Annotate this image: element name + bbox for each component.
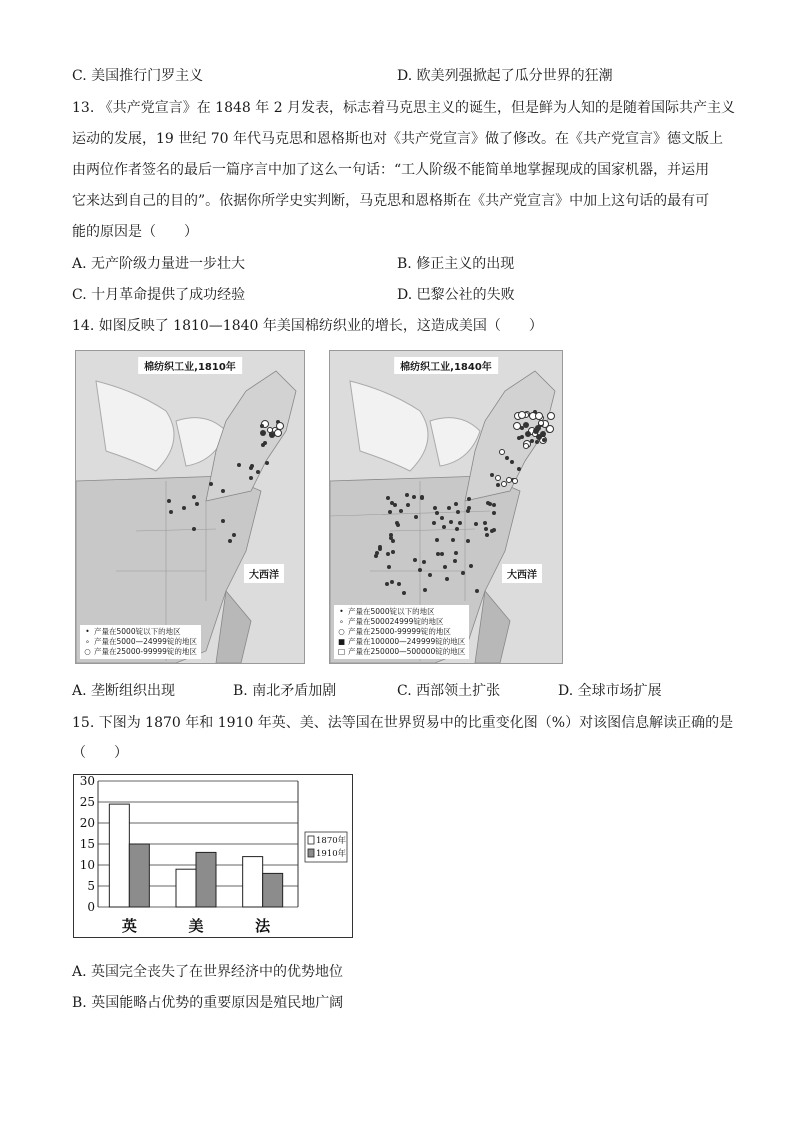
production-dot xyxy=(423,588,427,592)
production-dot xyxy=(488,502,492,506)
legend-circle-small-icon: ∘ xyxy=(85,637,90,646)
bar-1870 xyxy=(243,857,263,907)
production-dot xyxy=(510,460,514,464)
trade-share-chart xyxy=(73,774,353,938)
q13-stem-line-1: 13. 《共产党宣言》在 1848 年 2 月发表，标志着马克思主义的诞生，但是鲜为人知的是随着国际共产主义 xyxy=(72,100,736,116)
trade-share-chart-svg xyxy=(73,774,353,938)
production-dot xyxy=(506,477,512,483)
production-dot xyxy=(466,509,470,513)
legend-circle-large-icon: ○ xyxy=(84,647,91,656)
y-tick-label: 5 xyxy=(87,879,95,893)
production-dot xyxy=(386,496,390,500)
bar-1870 xyxy=(109,804,129,907)
q14-option-a: A. 垄断组织出现 xyxy=(72,683,176,699)
map-1810-drawing xyxy=(76,351,304,663)
map-1810 xyxy=(75,350,305,664)
legend-filled-square-icon: ■ xyxy=(338,637,346,646)
q13-option-a: A. 无产阶级力量进一步壮大 xyxy=(72,256,246,272)
production-dot xyxy=(420,495,424,499)
bar-1910 xyxy=(263,873,283,907)
q15-stem-line-2: （ ） xyxy=(72,745,128,761)
production-dot xyxy=(454,502,458,506)
map-1810-ocean-label: 大西洋 xyxy=(244,564,284,583)
q13-stem-line-5: 能的原因是（ ） xyxy=(72,224,198,240)
y-tick-label: 25 xyxy=(79,795,95,809)
production-dot xyxy=(535,412,543,420)
production-dot xyxy=(466,539,470,543)
legend-circle-small-icon: ∘ xyxy=(339,617,344,626)
map-1810-title: 棉纺织工业,1810年 xyxy=(138,357,242,374)
production-dot xyxy=(265,461,269,465)
y-tick-label: 0 xyxy=(87,900,95,914)
production-dot xyxy=(263,441,267,445)
production-dot xyxy=(228,539,232,543)
production-dot xyxy=(418,568,422,572)
production-dot xyxy=(492,511,496,515)
q14-option-d: D. 全球市场扩展 xyxy=(558,683,662,699)
production-dot xyxy=(232,533,236,537)
production-dot xyxy=(443,565,447,569)
production-dot xyxy=(451,538,455,542)
legend-swatch xyxy=(308,849,314,857)
q13-option-b: B. 修正主义的出现 xyxy=(397,256,515,272)
q13-stem-line-3: 由两位作者签名的最后一篇序言中加了这么一句话：“工人阶级不能简单地掌握现成的国家机器，并运用 xyxy=(72,162,710,178)
production-dot xyxy=(386,552,390,556)
production-dot xyxy=(442,525,446,529)
production-dot xyxy=(433,506,437,510)
production-dot xyxy=(182,506,186,510)
production-dot xyxy=(469,564,473,568)
legend-dot-small-icon: • xyxy=(85,627,90,636)
map-1840 xyxy=(329,350,563,664)
bar-1870 xyxy=(176,869,196,907)
legend-swatch xyxy=(308,836,314,844)
q15-option-a: A. 英国完全丧失了在世界经济中的优势地位 xyxy=(72,964,344,980)
q12-option-c: C. 美国推行门罗主义 xyxy=(72,68,204,84)
production-dot xyxy=(405,493,409,497)
legend-circle-large-icon: ○ xyxy=(338,627,345,636)
production-dot xyxy=(517,467,521,471)
x-category-label: 美 xyxy=(188,917,204,935)
legend-dot-small-icon: • xyxy=(339,607,344,616)
x-category-label: 法 xyxy=(255,917,271,935)
production-dot xyxy=(428,573,432,577)
legend-label: 1910年 xyxy=(316,849,347,859)
q13-stem-line-4: 它来达到自己的目的”。依据你所学史实判断，马克思和恩格斯在《共产党宣言》中加上这句话的最有可 xyxy=(72,193,710,209)
production-dot xyxy=(505,456,509,460)
production-dot xyxy=(387,565,391,569)
production-dot xyxy=(435,538,439,542)
production-dot xyxy=(440,552,444,556)
q15-stem-line-1: 15. 下图为 1870 年和 1910 年英、美、法等国在世界贸易中的比重变化图（%）对该图信息解读正确的是 xyxy=(72,715,734,731)
production-dot xyxy=(517,436,521,440)
q13-option-c: C. 十月革命提供了成功经验 xyxy=(72,287,246,303)
legend-open-square-icon: □ xyxy=(338,647,346,656)
q13-option-d: D. 巴黎公社的失败 xyxy=(397,287,515,303)
legend-item: 产量在5000—24999锭的地区 xyxy=(94,637,197,646)
production-dot xyxy=(389,533,393,537)
production-dot xyxy=(267,427,273,433)
x-category-label: 英 xyxy=(121,917,137,935)
legend-item: 产量在250000—500000锭的地区 xyxy=(348,647,466,656)
map-1840-ocean-label: 大西洋 xyxy=(502,564,542,583)
production-dot xyxy=(447,506,451,510)
production-dot xyxy=(513,422,521,430)
production-dot xyxy=(399,509,403,513)
map-1840-title: 棉纺织工业,1840年 xyxy=(394,357,498,374)
y-tick-label: 30 xyxy=(79,774,95,788)
bar-1910 xyxy=(196,852,216,907)
y-tick-label: 15 xyxy=(79,837,95,851)
production-dot xyxy=(523,422,529,428)
production-dot xyxy=(260,430,266,436)
production-dot xyxy=(378,545,382,549)
production-dot xyxy=(390,501,394,505)
legend-item: 产量在500024999锭的地区 xyxy=(348,617,444,626)
q14-option-c: C. 西部领土扩张 xyxy=(397,683,501,699)
production-dot xyxy=(523,443,529,449)
q15-option-b: B. 英国能略占优势的重要原因是殖民地广阔 xyxy=(72,995,344,1011)
bar-1910 xyxy=(129,844,149,907)
production-dot xyxy=(449,520,453,524)
q12-option-d: D. 欧美列强掀起了瓜分世界的狂潮 xyxy=(397,68,613,84)
q14-option-b: B. 南北矛盾加剧 xyxy=(233,683,337,699)
q13-stem-line-2: 运动的发展，19 世纪 70 年代马克思和恩格斯也对《共产党宣言》做了修改。在《共产党宣言》德文版上 xyxy=(72,131,723,147)
production-dot xyxy=(250,464,254,468)
production-dot xyxy=(432,521,436,525)
production-dot xyxy=(391,550,395,554)
production-dot xyxy=(274,429,282,437)
legend-item: 产量在100000—249999锭的地区 xyxy=(348,637,466,646)
production-dot xyxy=(221,489,225,493)
legend-label: 1870年 xyxy=(316,836,347,846)
production-dot xyxy=(192,495,196,499)
map-1810-legend xyxy=(80,625,201,659)
legend-item: 产量在25000-99999锭的地区 xyxy=(348,627,451,636)
production-dot xyxy=(413,558,417,562)
y-tick-label: 10 xyxy=(79,858,95,872)
legend-item: 产量在5000锭以下的地区 xyxy=(94,627,181,636)
production-dot xyxy=(492,503,496,507)
production-dot xyxy=(547,412,555,420)
map-1840-legend xyxy=(334,605,469,659)
legend-item: 产量在5000锭以下的地区 xyxy=(348,607,435,616)
y-tick-label: 20 xyxy=(79,816,95,830)
legend-item: 产量在25000-99999锭的地区 xyxy=(94,647,197,656)
production-dot xyxy=(445,577,449,581)
q14-stem: 14. 如图反映了 1810—1840 年美国棉纺织业的增长，这造成美国（ ） xyxy=(72,318,543,334)
